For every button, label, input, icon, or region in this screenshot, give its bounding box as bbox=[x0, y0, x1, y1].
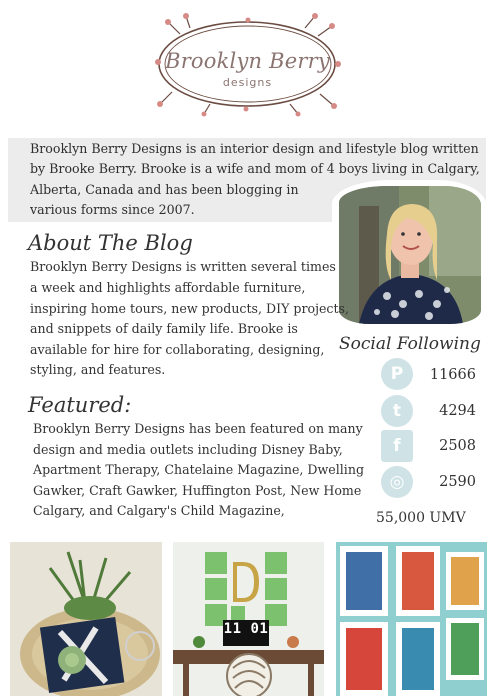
twitter-count: 4294 bbox=[439, 403, 476, 419]
about-line: Brooklyn Berry Designs is written several times bbox=[30, 259, 336, 274]
desk-photo bbox=[173, 542, 324, 696]
about-heading: About The Blog bbox=[28, 231, 193, 255]
facebook-icon[interactable]: f bbox=[381, 430, 413, 462]
about-line: a week and highlights affordable furniture, bbox=[30, 280, 306, 295]
featured-heading: Featured: bbox=[28, 393, 132, 417]
logo-name: Brooklyn Berry bbox=[165, 49, 330, 73]
clock-display: 11 01 bbox=[223, 621, 269, 637]
about-line: inspiring home tours, new products, DIY projects, bbox=[30, 301, 350, 316]
pinterest-icon[interactable]: P bbox=[381, 358, 413, 390]
twitter-icon[interactable]: t bbox=[381, 395, 413, 427]
intro-line: Brooklyn Berry Designs is an interior design and lifestyle blog written bbox=[30, 141, 479, 156]
instagram-count: 2590 bbox=[439, 474, 476, 490]
intro-line: Alberta, Canada and has been blogging in bbox=[30, 182, 299, 197]
gallery-wall-photo bbox=[336, 542, 487, 696]
featured-line: Gawker, Craft Gawker, Huffington Post, New Home bbox=[33, 483, 362, 498]
umv-count: 55,000 UMV bbox=[376, 510, 466, 526]
featured-line: Brooklyn Berry Designs has been featured on many bbox=[33, 421, 363, 436]
featured-line: Calgary, and Calgary's Child Magazine, bbox=[33, 503, 285, 518]
table-setting-photo bbox=[10, 542, 162, 696]
featured-line: design and media outlets including Disney Baby, bbox=[33, 442, 343, 457]
social-heading: Social Following bbox=[339, 334, 481, 354]
pinterest-count: 11666 bbox=[429, 367, 476, 383]
instagram-icon[interactable]: ◎ bbox=[381, 466, 413, 498]
intro-line: by Brooke Berry. Brooke is a wife and mom of 4 boys living in Calgary, bbox=[30, 161, 480, 176]
about-line: and snippets of daily family life. Brooke is bbox=[30, 321, 298, 336]
intro-line: various forms since 2007. bbox=[30, 202, 195, 217]
about-line: available for hire for collaborating, designing, bbox=[30, 342, 325, 357]
facebook-count: 2508 bbox=[439, 438, 476, 454]
about-line: styling, and features. bbox=[30, 362, 166, 377]
brand-logo bbox=[150, 12, 345, 117]
logo-subtitle: designs bbox=[222, 76, 273, 89]
profile-photo bbox=[339, 186, 481, 324]
featured-line: Apartment Therapy, Chatelaine Magazine, Dwelling bbox=[33, 462, 365, 477]
